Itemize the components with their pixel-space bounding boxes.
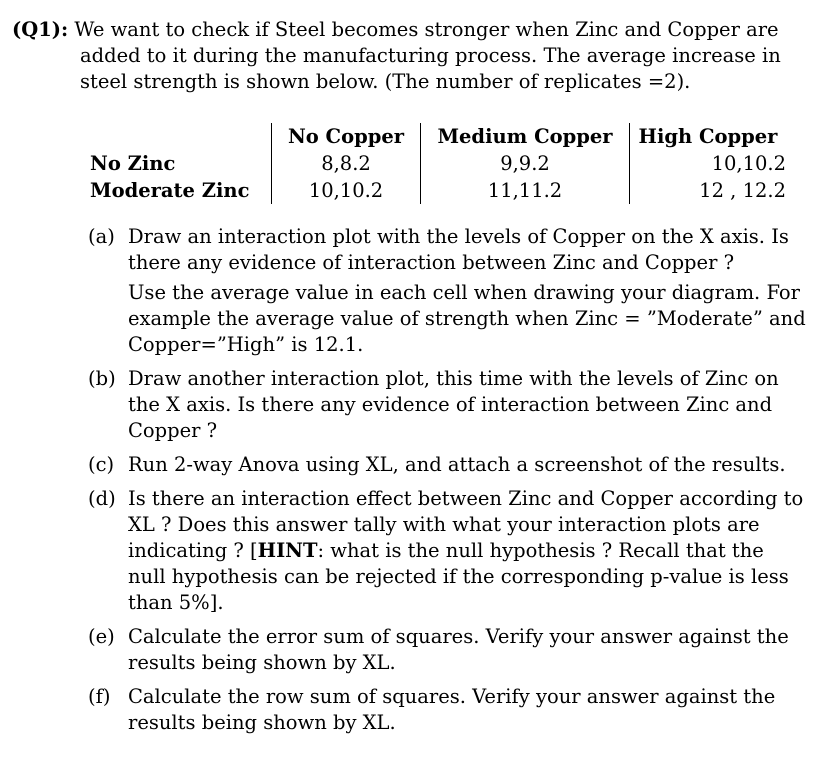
table-corner [90,123,272,150]
part-line: the X axis. Is there any evidence of interaction between Zinc and [128,393,773,416]
part-text: : what is the null hypothesis ? Recall that the [317,539,764,562]
table-cell: 10,10.2 [630,150,787,177]
question-intro [12,17,802,95]
table-row [90,177,786,204]
part-body [128,486,803,616]
part-body [128,224,806,358]
part-body [128,452,788,478]
part-tag: (b) [88,367,116,390]
part-body [128,624,789,676]
part-body [128,366,788,444]
part-tag: (a) [88,225,115,248]
question-parts [88,224,806,744]
part-line: results being shown by XL. [128,651,396,674]
table-cell: 10,10.2 [272,177,421,204]
part-e [88,624,788,676]
table-cell: 8,8.2 [272,150,421,177]
part-line: XL ? Does this answer tally with what your interaction plots are [128,513,760,536]
part-line: null hypothesis can be rejected if the corresponding p-value is less [128,565,789,588]
table-cell: 12 , 12.2 [630,177,787,204]
intro-line-2: added to it during the manufacturing process. The average increase in [80,44,781,67]
part-a [88,224,806,358]
col-header-high-copper: High Copper [630,123,787,150]
part-body [128,684,788,736]
part-tag: (c) [88,453,115,476]
row-label-no-zinc: No Zinc [90,152,176,175]
part-line: than 5%]. [128,591,224,614]
part-line: Calculate the row sum of squares. Verify your answer against the [128,685,776,708]
intro-line-3: steel strength is shown below. (The number of replicates =2). [80,70,691,93]
hint-label: HINT [257,539,318,562]
part-line: Calculate the error sum of squares. Verify your answer against the [128,625,789,648]
part-d [88,486,804,616]
part-text: indicating ? [ [128,539,258,562]
part-line: Copper=”High” is 12.1. [128,333,364,356]
part-line: results being shown by XL. [128,711,396,734]
part-line: Copper ? [128,419,218,442]
intro-line-1 [12,17,802,43]
part-line: Draw another interaction plot, this time with the levels of Zinc on [128,367,779,390]
part-a-note [128,280,806,358]
part-tag: (d) [88,487,116,510]
part-line: Is there an interaction effect between Zinc and Copper according to [128,487,804,510]
table-header-row [90,123,786,150]
part-line [128,538,803,564]
part-f [88,684,788,736]
data-table [90,123,786,204]
part-line: Use the average value in each cell when drawing your diagram. For [128,281,800,304]
table-cell: 9,9.2 [421,150,630,177]
part-line: there any evidence of interaction between Zinc and Copper ? [128,251,735,274]
row-label-moderate-zinc: Moderate Zinc [90,179,250,202]
part-b [88,366,788,444]
question-label: (Q1): [12,18,69,41]
part-tag: (f) [88,685,111,708]
table-row [90,150,786,177]
part-line: Draw an interaction plot with the levels of Copper on the X axis. Is [128,225,789,248]
col-header-medium-copper: Medium Copper [421,123,630,150]
part-line: example the average value of strength when Zinc = ”Moderate” and [128,307,806,330]
intro-text-1: We want to check if Steel becomes stronger when Zinc and Copper are [74,18,779,41]
table-cell: 11,11.2 [421,177,630,204]
part-line: Run 2-way Anova using XL, and attach a screenshot of the results. [128,453,786,476]
col-header-no-copper: No Copper [272,123,421,150]
part-tag: (e) [88,625,115,648]
part-c [88,452,788,478]
